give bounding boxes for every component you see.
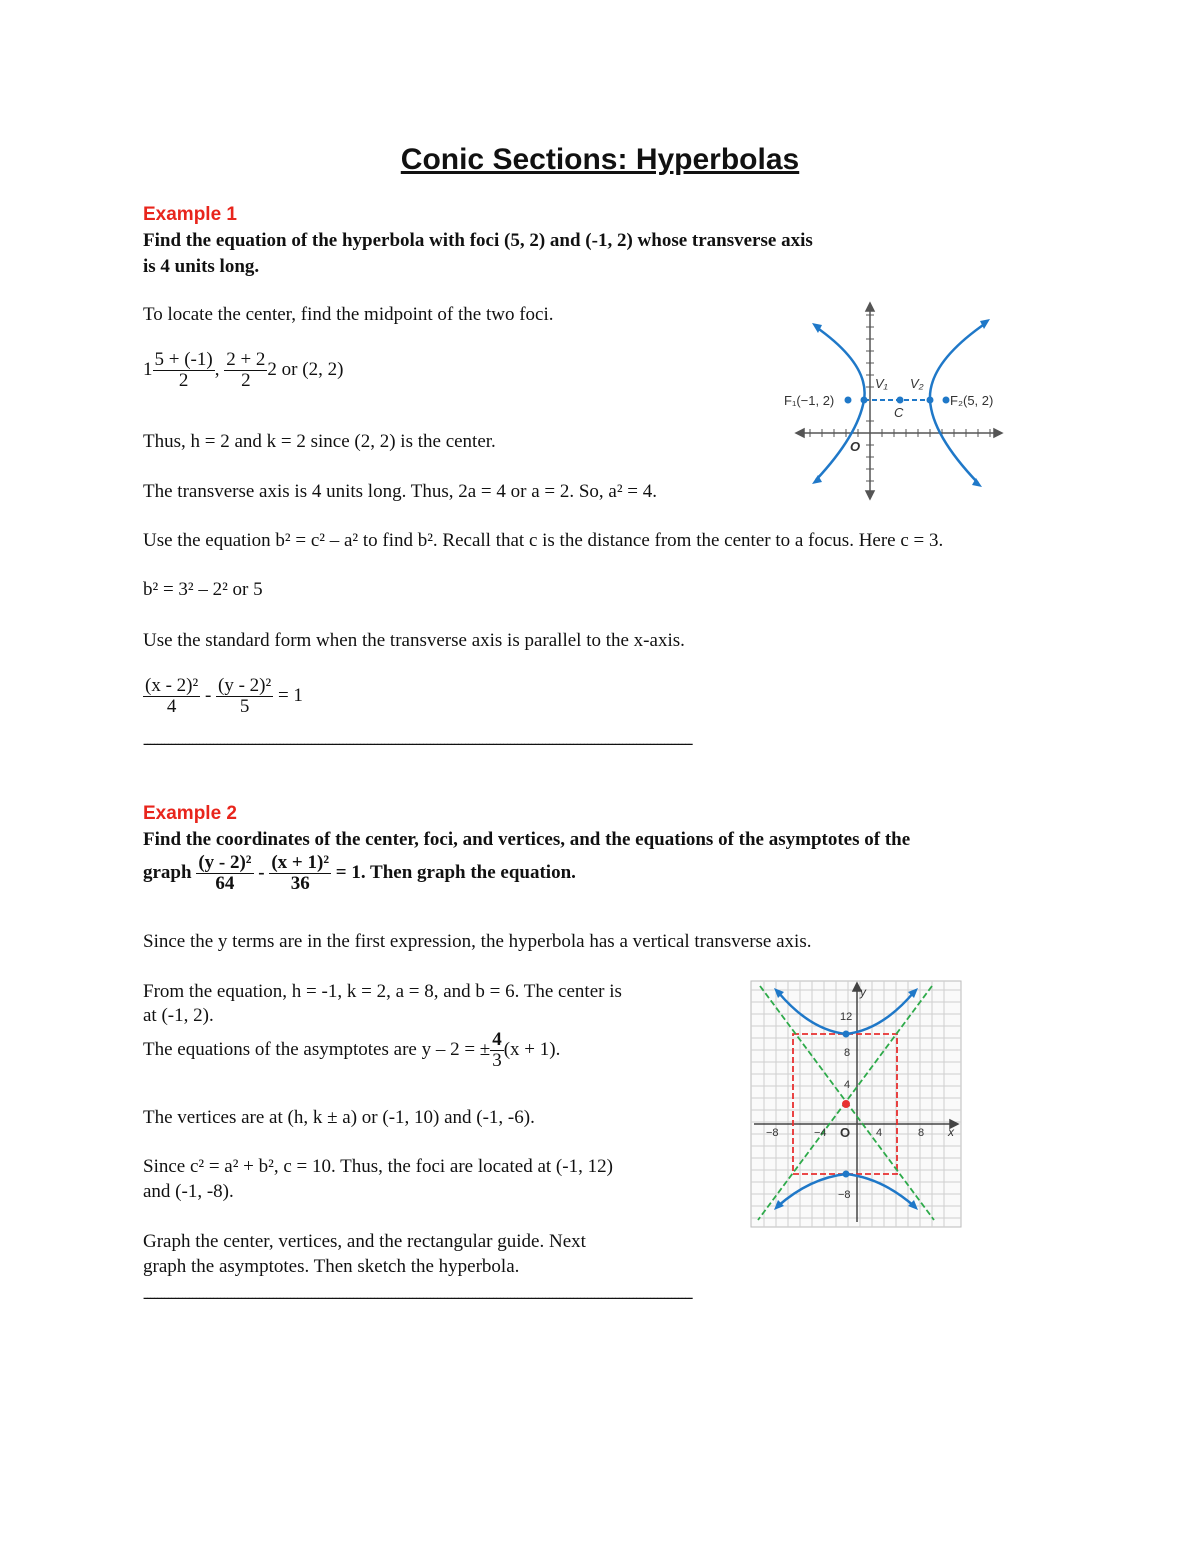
midpoint-fraction-y	[224, 350, 267, 391]
equation-fraction-y	[216, 676, 273, 717]
fraction-denominator: 4	[166, 695, 177, 717]
focus-1-point	[845, 397, 852, 404]
center-point	[897, 397, 904, 404]
x-tick-4: 4	[876, 1127, 883, 1139]
example-1-step-2: Thus, h = 2 and k = 2 since (2, 2) is the center.	[143, 431, 496, 452]
vertex-2-label: V₂	[910, 376, 924, 391]
y-axis-arrow-icon	[866, 303, 874, 311]
focus-2-label: F₂(5, 2)	[950, 393, 994, 408]
example-2-step-2-line-2: at (-1, 2).	[143, 1005, 214, 1026]
y-axis-label: y	[860, 985, 866, 999]
example-2-foci-line-2: and (-1, -8).	[143, 1181, 234, 1202]
example-1-prompt-line-1: Find the equation of the hyperbola with foci (5, 2) and (-1, 2) whose transverse axis	[143, 230, 813, 251]
equation-fraction-x	[143, 676, 200, 717]
center-label: C	[894, 405, 904, 420]
example-1-step-1: To locate the center, find the midpoint of the two foci.	[143, 304, 554, 325]
vertex-2-point	[927, 397, 934, 404]
y-tick-4: 4	[844, 1079, 851, 1091]
vertex-1-point	[861, 397, 868, 404]
example-1-step-3: The transverse axis is 4 units long. Thus, 2a = 4 or a = 2. So, a² = 4.	[143, 481, 658, 502]
example-1-step-5: b² = 3² – 2² or 5	[143, 579, 263, 600]
vertex-lower-point	[843, 1171, 850, 1178]
example-1-hyperbola-graph	[780, 295, 1005, 505]
example-1-step-6: Use the standard form when the transverse axis is parallel to the x-axis.	[143, 630, 685, 651]
y-axis-arrow-down-icon	[866, 491, 874, 499]
y-tick-12: 12	[840, 1011, 853, 1023]
focus-1-label: F₁(−1, 2)	[784, 393, 835, 408]
example-1-label: Example 1	[143, 204, 237, 225]
fraction-denominator: 36	[290, 872, 310, 894]
midpoint-comma: ,	[214, 358, 220, 380]
fraction-numerator: 4	[492, 1029, 502, 1050]
midpoint-expression	[143, 350, 343, 391]
fraction-numerator: 2 + 2	[226, 349, 266, 370]
y-tick-8: 8	[844, 1047, 851, 1059]
midpoint-open: 1	[143, 358, 153, 380]
midpoint-fraction-x	[153, 350, 215, 391]
fraction-denominator: 5	[239, 695, 250, 717]
x-tick-8: 8	[918, 1127, 925, 1139]
example-2-step-2-line-1: From the equation, h = -1, k = 2, a = 8, and b = 6. The center is	[143, 981, 622, 1002]
y-tick-neg-8: −8	[838, 1189, 851, 1201]
prompt-minus: -	[258, 861, 265, 883]
example-2-label: Example 2	[143, 803, 237, 824]
center-point	[842, 1100, 850, 1108]
fraction-numerator: (x - 2)²	[145, 675, 199, 696]
asymptote-equation	[143, 1030, 560, 1071]
prompt-tail: = 1. Then graph the equation.	[335, 861, 576, 883]
separator-2: -------------------------------------------------------------------------------------------------------------------------------------------------------------	[143, 1290, 692, 1306]
fraction-numerator: (x + 1)²	[271, 852, 330, 873]
example-2-final-line-2: graph the asymptotes. Then sketch the hyperbola.	[143, 1256, 520, 1277]
origin-label: O	[850, 439, 861, 454]
graph-2-frame	[751, 981, 961, 1227]
prompt-graph-word: graph	[143, 861, 192, 883]
fraction-denominator: 2	[241, 369, 251, 391]
fraction-numerator: 5 + (-1)	[154, 349, 213, 370]
prompt-fraction-x	[269, 853, 331, 894]
fraction-denominator: 2	[178, 369, 189, 391]
focus-2-point	[943, 397, 950, 404]
x-axis-label: x	[948, 1125, 954, 1139]
x-tick-neg-4: −4	[814, 1127, 827, 1139]
fraction-numerator: (y - 2)²	[218, 675, 272, 696]
vertex-upper-point	[843, 1031, 850, 1038]
fraction-numerator: (y - 2)²	[198, 852, 252, 873]
midpoint-close: 2 or (2, 2)	[267, 358, 344, 380]
page-title: Conic Sections: Hyperbolas	[400, 143, 800, 176]
example-2-final-line-1: Graph the center, vertices, and the rectangular guide. Next	[143, 1231, 586, 1252]
asymptote-prefix: The equations of the asymptotes are y – 2 = ±	[143, 1038, 491, 1060]
vertex-1-label: V₁	[875, 376, 888, 391]
separator-1: -------------------------------------------------------------------------------------------------------------------------------------------------------------	[143, 736, 692, 752]
example-1-step-4: Use the equation b² = c² – a² to find b². Recall that c is the distance from the center to a focus. Here c = 3.	[143, 530, 944, 551]
example-2-vertices: The vertices are at (h, k ± a) or (-1, 10) and (-1, -6).	[143, 1107, 535, 1128]
asymptote-suffix: (x + 1).	[503, 1038, 561, 1060]
example-2-prompt-line-2	[143, 853, 576, 894]
fraction-denominator: 3	[492, 1049, 502, 1071]
asymptote-slope-fraction	[490, 1030, 504, 1071]
example-2-foci-line-1: Since c² = a² + b², c = 10. Thus, the foci are located at (-1, 12)	[143, 1156, 613, 1177]
example-1-equation	[143, 676, 303, 717]
example-1-prompt-line-2: is 4 units long.	[143, 256, 260, 277]
example-2-hyperbola-graph	[750, 980, 962, 1228]
x-axis-arrow-left-icon	[796, 429, 804, 437]
prompt-fraction-y	[196, 853, 253, 894]
example-2-step-1: Since the y terms are in the first expression, the hyperbola has a vertical transverse axis.	[143, 931, 812, 952]
example-2-prompt-line-1: Find the coordinates of the center, foci, and vertices, and the equations of the asymptotes of the	[143, 829, 911, 850]
x-axis-arrow-icon	[994, 429, 1002, 437]
equation-minus: -	[204, 684, 212, 706]
x-tick-neg-8: −8	[766, 1127, 779, 1139]
origin-label: O	[840, 1125, 851, 1140]
equation-rhs: = 1	[277, 684, 303, 706]
fraction-denominator: 64	[215, 872, 235, 894]
